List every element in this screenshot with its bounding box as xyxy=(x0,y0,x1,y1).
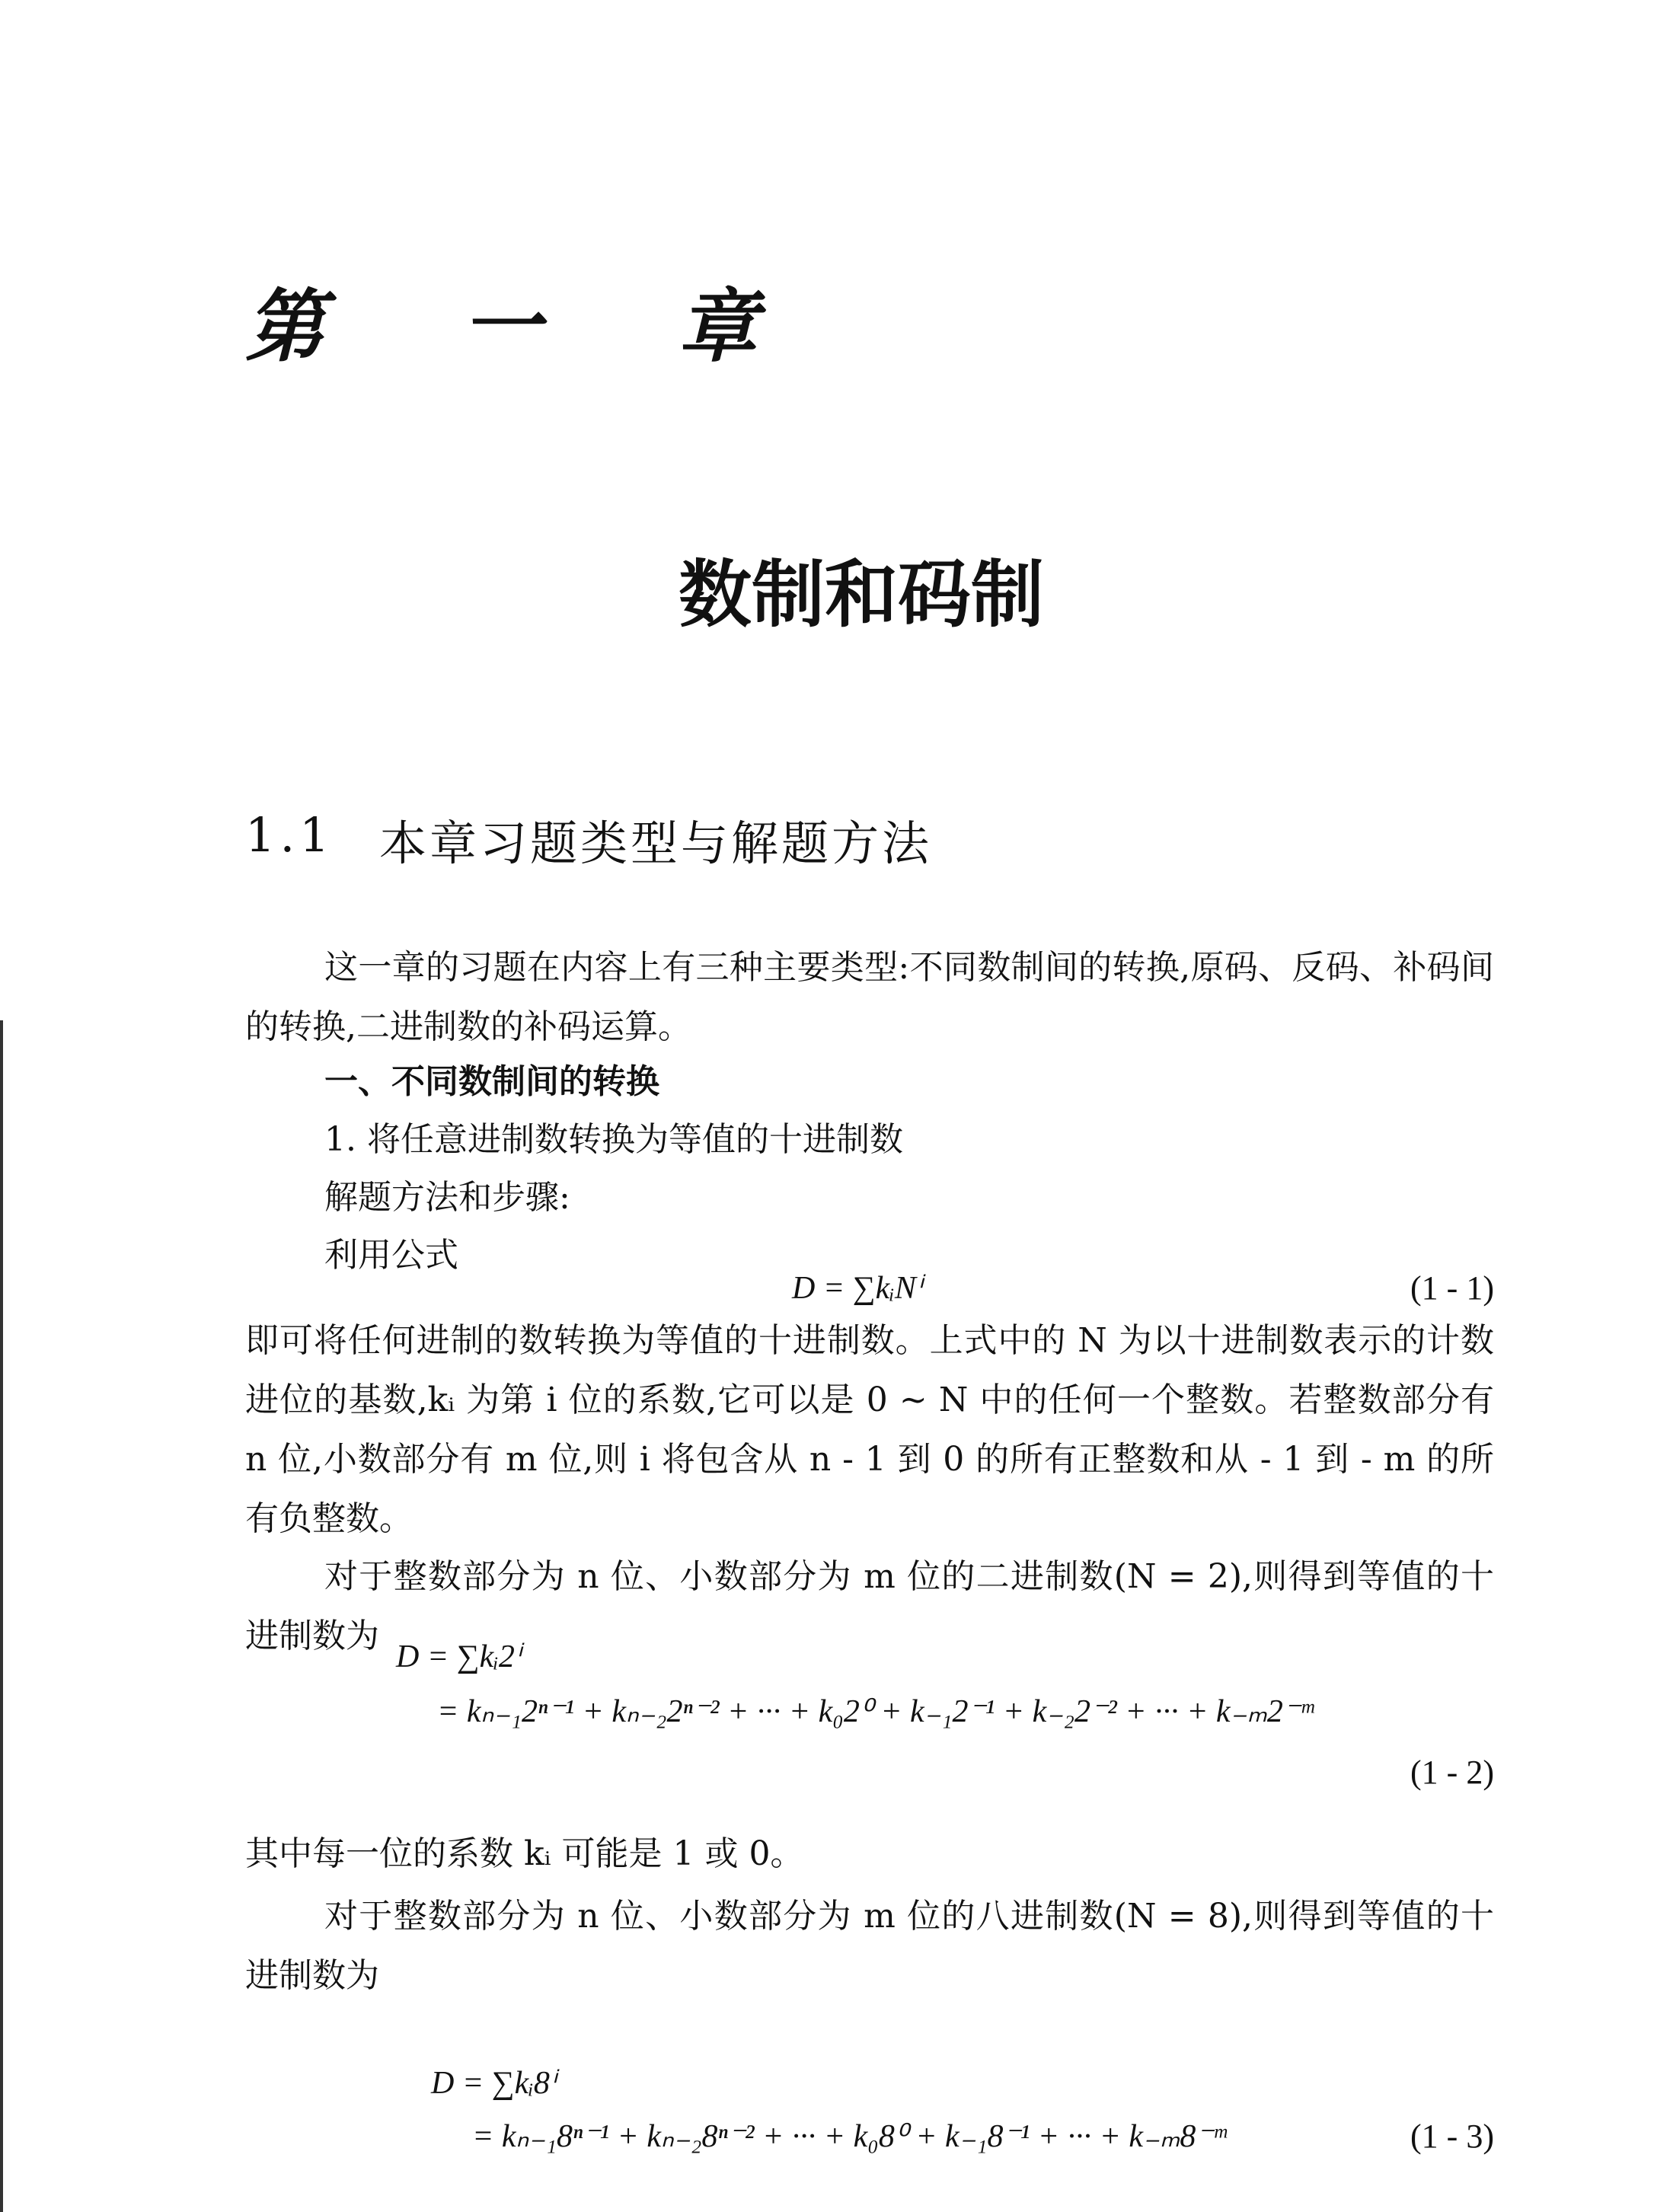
scan-edge-line xyxy=(0,1020,3,2212)
chapter-label: 第 一 章 xyxy=(245,279,813,373)
chapter-title: 数制和码制 xyxy=(679,551,1044,637)
paragraph-explanation: 即可将任何进制的数转换为等值的十进制数。上式中的 N 为以十进制数表示的计数进位的基数,kᵢ 为第 i 位的系数,它可以是 0 ~ N 中的任何一个整数。若整数部分有 n 位,小数部分有 m 位,则 i 将包含从 n - 1 到 0 的所有正整数和从 - 1 到 - m 的所有负整数。 xyxy=(245,1321,1494,1538)
equation-1: D = ∑kᵢNⁱ xyxy=(792,1271,922,1306)
equation-3-number: (1 - 3) xyxy=(1410,2118,1494,2155)
item-1: 1. 将任意进制数转换为等值的十进制数 xyxy=(324,1120,903,1159)
intro-paragraph: 这一章的习题在内容上有三种主要类型:不同数制间的转换,原码、反码、补码间的转换,二进制数的补码运算。 xyxy=(245,948,1494,1046)
equation-1-number: (1 - 1) xyxy=(1410,1269,1494,1307)
equation-3-line-2: = kₙ₋₁8ⁿ⁻¹ + kₙ₋₂8ⁿ⁻² + ··· + k₀8⁰ + k₋₁8⁻¹ + ··· + k₋ₘ8⁻ᵐ xyxy=(472,2119,1227,2154)
steps-label: 解题方法和步骤: xyxy=(324,1178,570,1217)
subheading: 一、不同数制间的转换 xyxy=(324,1062,659,1101)
paragraph-octal: 对于整数部分为 n 位、小数部分为 m 位的八进制数(N = 8),则得到等值的十进制数为 xyxy=(245,1897,1494,1995)
paragraph-coefficient: 其中每一位的系数 kᵢ 可能是 1 或 0。 xyxy=(245,1834,804,1873)
equation-3-line-1: D = ∑kᵢ8ⁱ xyxy=(431,2066,556,2101)
equation-2-line-1: D = ∑kᵢ2ⁱ xyxy=(396,1639,521,1674)
section-number: 1.1 xyxy=(245,807,334,863)
equation-2-number: (1 - 2) xyxy=(1410,1754,1494,1791)
use-formula-label: 利用公式 xyxy=(324,1236,458,1275)
paragraph-binary: 对于整数部分为 n 位、小数部分为 m 位的二进制数(N = 2),则得到等值的十进制数为 xyxy=(245,1557,1494,1655)
section-title: 本章习题类型与解题方法 xyxy=(379,816,933,871)
equation-2-line-2: = kₙ₋₁2ⁿ⁻¹ + kₙ₋₂2ⁿ⁻² + ··· + k₀2⁰ + k₋₁2⁻¹ + k₋₂2⁻² + ··· + k₋ₘ2⁻ᵐ xyxy=(437,1694,1314,1729)
